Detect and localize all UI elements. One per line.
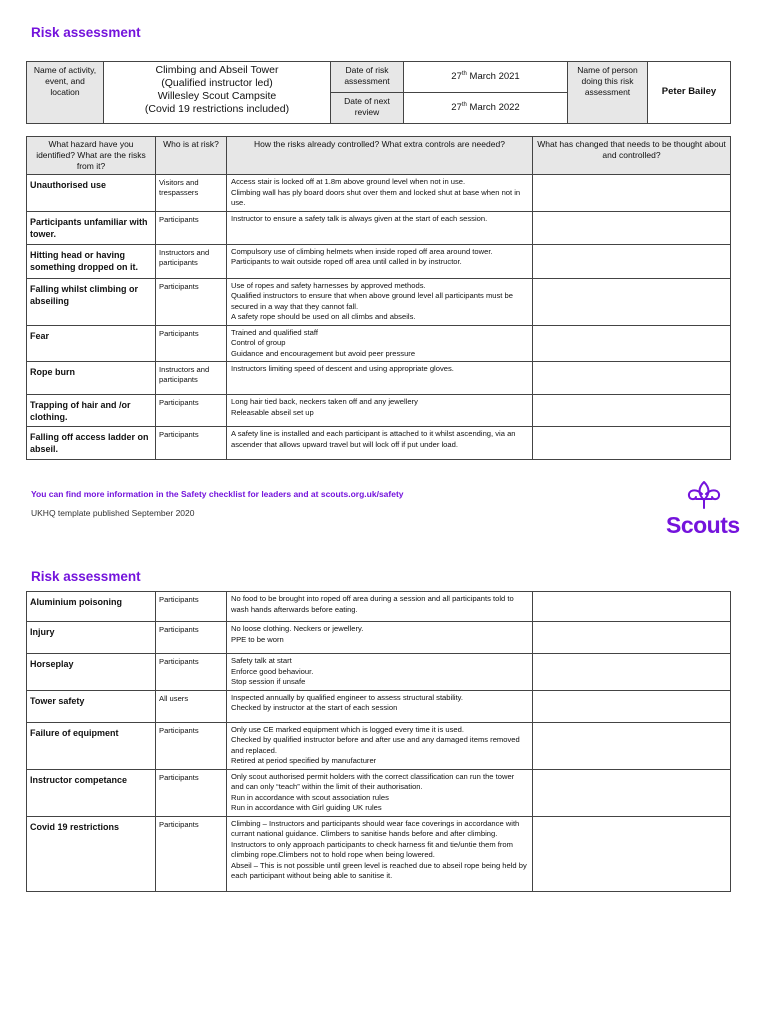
who-at-risk-cell: All users bbox=[156, 690, 227, 722]
who-at-risk-cell: Participants bbox=[156, 395, 227, 427]
hazard-cell: Tower safety bbox=[27, 690, 156, 722]
who-at-risk-cell: Instructors and participants bbox=[156, 244, 227, 278]
control-line: Abseil – This is not possible until green level is reached due to abseil rope being held by each participant without being able to sanitise it. bbox=[231, 860, 527, 880]
changes-cell bbox=[533, 816, 731, 891]
controls-cell bbox=[227, 769, 533, 816]
control-line: Use of ropes and safety harnesses by approved methods. bbox=[231, 280, 426, 290]
control-line: Climbing – Instructors and participants should wear face coverings in accordance with currant national guidance. Climbers to sanitise hands before and after climbing. Instructors to only approach participants to check harness fit and tie/untie them from climbing rope.Climbers not to hold rope when being lowered. bbox=[231, 818, 520, 859]
table-row bbox=[27, 690, 731, 722]
changes-cell bbox=[533, 592, 731, 622]
control-line: Inspected annually by qualified engineer to assess structural stability. bbox=[231, 692, 464, 702]
changes-cell bbox=[533, 769, 731, 816]
control-line: Control of group bbox=[231, 338, 286, 347]
person-value: Peter Bailey bbox=[648, 62, 731, 124]
control-line: Checked by instructor at the start of each session bbox=[231, 703, 398, 712]
control-line: Only scout authorised permit holders with the correct classification can run the tower and can only “teach” within the limit of their authorisation. bbox=[231, 771, 515, 791]
who-at-risk-cell: Participants bbox=[156, 278, 227, 325]
page-title: Risk assessment bbox=[31, 25, 141, 40]
activity-name bbox=[104, 62, 331, 124]
control-line: Long hair tied back, neckers taken off and any jewellery bbox=[231, 397, 418, 406]
date-label: Date of risk assessment bbox=[331, 62, 404, 93]
activity-line-3: Willesley Scout Campsite bbox=[157, 90, 277, 102]
control-line: Participants to wait outside roped off area until called in by instructor. bbox=[231, 257, 462, 266]
control-line: Releasable abseil set up bbox=[231, 407, 314, 417]
control-line: Run in accordance with scout association rules bbox=[231, 792, 389, 802]
control-line: A safety rope should be used on all climbs and abseils. bbox=[231, 312, 416, 321]
changes-cell bbox=[533, 325, 731, 362]
controls-cell bbox=[227, 622, 533, 654]
who-at-risk-cell: Participants bbox=[156, 722, 227, 769]
col-who: Who is at risk? bbox=[156, 137, 227, 175]
control-line: Stop session if unsafe bbox=[231, 677, 306, 686]
activity-label: Name of activity, event, and location bbox=[27, 62, 104, 124]
table-row bbox=[27, 325, 731, 362]
controls-cell bbox=[227, 722, 533, 769]
hazard-cell: Unauthorised use bbox=[27, 175, 156, 212]
control-line: A safety line is installed and each participant is attached to it whilst ascending, via an ascender that allows upward travel but will lock off if put under load. bbox=[231, 429, 516, 449]
changes-cell bbox=[533, 722, 731, 769]
controls-cell bbox=[227, 211, 533, 244]
changes-cell bbox=[533, 211, 731, 244]
control-line: Only use CE marked equipment which is logged every time it is used. bbox=[231, 724, 464, 734]
who-at-risk-cell: Participants bbox=[156, 622, 227, 654]
table-row bbox=[27, 769, 731, 816]
who-at-risk-cell: Participants bbox=[156, 427, 227, 460]
next-review-label: Date of next review bbox=[331, 93, 404, 124]
table-row bbox=[27, 816, 731, 891]
controls-cell bbox=[227, 654, 533, 691]
changes-cell bbox=[533, 654, 731, 691]
changes-cell bbox=[533, 362, 731, 395]
hazard-cell: Horseplay bbox=[27, 654, 156, 691]
controls-cell bbox=[227, 278, 533, 325]
col-hazard: What hazard have you identified? What are the risks from it? bbox=[27, 137, 156, 175]
controls-cell bbox=[227, 244, 533, 278]
hazard-cell: Instructor competance bbox=[27, 769, 156, 816]
col-controls: How the risks already controlled? What extra controls are needed? bbox=[227, 137, 533, 175]
controls-cell bbox=[227, 362, 533, 395]
changes-cell bbox=[533, 278, 731, 325]
table-row bbox=[27, 592, 731, 622]
hazard-cell: Aluminium poisoning bbox=[27, 592, 156, 622]
who-at-risk-cell: Participants bbox=[156, 654, 227, 691]
table-row bbox=[27, 211, 731, 244]
who-at-risk-cell: Participants bbox=[156, 816, 227, 891]
hazard-cell: Falling whilst climbing or abseiling bbox=[27, 278, 156, 325]
date-value: 27th March 2021 bbox=[404, 62, 568, 93]
control-line: Safety talk at start bbox=[231, 656, 292, 665]
hazard-cell: Covid 19 restrictions bbox=[27, 816, 156, 891]
table-row bbox=[27, 427, 731, 460]
activity-header-table bbox=[26, 61, 731, 124]
control-line: Trained and qualified staff bbox=[231, 327, 318, 337]
who-at-risk-cell: Participants bbox=[156, 211, 227, 244]
control-line: No loose clothing. Neckers or jewellery. bbox=[231, 624, 364, 633]
control-line: Climbing wall has ply board doors shut over them and locked shut at base when not in use. bbox=[231, 187, 521, 207]
control-line: Instructors limiting speed of descent and using appropriate gloves. bbox=[231, 364, 454, 373]
controls-cell bbox=[227, 690, 533, 722]
control-line: Retired at period specified by manufacturer bbox=[231, 756, 377, 765]
table-row bbox=[27, 278, 731, 325]
control-line: Compulsory use of climbing helmets when inside roped off area around tower. bbox=[231, 246, 493, 256]
activity-line-1: Climbing and Abseil Tower bbox=[155, 64, 279, 76]
control-line: Qualified instructors to ensure that when above ground level all participants must be secured in a way that they cannot fall. bbox=[231, 291, 513, 311]
control-line: Instructor to ensure a safety talk is always given at the start of each session. bbox=[231, 213, 488, 223]
risk-table-continued bbox=[26, 591, 731, 892]
hazard-cell: Rope burn bbox=[27, 362, 156, 395]
controls-cell bbox=[227, 175, 533, 212]
changes-cell bbox=[533, 175, 731, 212]
hazard-cell: Falling off access ladder on abseil. bbox=[27, 427, 156, 460]
person-label: Name of person doing this risk assessment bbox=[568, 62, 648, 124]
table-row bbox=[27, 722, 731, 769]
table-row bbox=[27, 175, 731, 212]
safety-info-link[interactable]: You can find more information in the Safety checklist for leaders and at scouts.org.uk/safety bbox=[31, 489, 404, 499]
scouts-fleur-de-lis-icon bbox=[684, 480, 724, 510]
controls-cell bbox=[227, 592, 533, 622]
table-row bbox=[27, 395, 731, 427]
changes-cell bbox=[533, 622, 731, 654]
control-line: Checked by qualified instructor before and after use and any damaged items removed and replaced. bbox=[231, 735, 520, 755]
page-title-2: Risk assessment bbox=[31, 569, 141, 584]
who-at-risk-cell: Visitors and trespassers bbox=[156, 175, 227, 212]
who-at-risk-cell: Instructors and participants bbox=[156, 362, 227, 395]
changes-cell bbox=[533, 395, 731, 427]
table-row bbox=[27, 622, 731, 654]
controls-cell bbox=[227, 325, 533, 362]
who-at-risk-cell: Participants bbox=[156, 592, 227, 622]
control-line: Access stair is locked off at 1.8m above ground level when not in use. bbox=[231, 177, 466, 186]
control-line: Enforce good behaviour. bbox=[231, 666, 314, 676]
who-at-risk-cell: Participants bbox=[156, 325, 227, 362]
activity-line-2: (Qualified instructor led) bbox=[161, 77, 273, 89]
controls-cell bbox=[227, 395, 533, 427]
scouts-logo bbox=[664, 480, 746, 540]
control-line: Run in accordance with Girl guiding UK rules bbox=[231, 803, 382, 812]
hazard-cell: Fear bbox=[27, 325, 156, 362]
activity-line-4: (Covid 19 restrictions included) bbox=[144, 103, 290, 115]
control-line: No food to be brought into roped off area during a session and all participants told to wash hands afterwards before eating. bbox=[231, 594, 514, 614]
template-published: UKHQ template published September 2020 bbox=[31, 508, 195, 518]
next-review-value: 27th March 2022 bbox=[404, 93, 568, 124]
table-row bbox=[27, 362, 731, 395]
scouts-wordmark: Scouts bbox=[666, 512, 740, 538]
hazard-cell: Trapping of hair and /or clothing. bbox=[27, 395, 156, 427]
changes-cell bbox=[533, 427, 731, 460]
hazard-cell: Failure of equipment bbox=[27, 722, 156, 769]
control-line: PPE to be worn bbox=[231, 634, 284, 644]
hazard-cell: Hitting head or having something dropped on it. bbox=[27, 244, 156, 278]
risk-table bbox=[26, 136, 731, 460]
controls-cell bbox=[227, 427, 533, 460]
control-line: Guidance and encouragement but avoid peer pressure bbox=[231, 348, 416, 358]
changes-cell bbox=[533, 690, 731, 722]
col-changed: What has changed that needs to be thought about and controlled? bbox=[533, 137, 731, 175]
hazard-cell: Participants unfamiliar with tower. bbox=[27, 211, 156, 244]
changes-cell bbox=[533, 244, 731, 278]
hazard-cell: Injury bbox=[27, 622, 156, 654]
who-at-risk-cell: Participants bbox=[156, 769, 227, 816]
controls-cell bbox=[227, 816, 533, 891]
table-row bbox=[27, 244, 731, 278]
table-row bbox=[27, 654, 731, 691]
